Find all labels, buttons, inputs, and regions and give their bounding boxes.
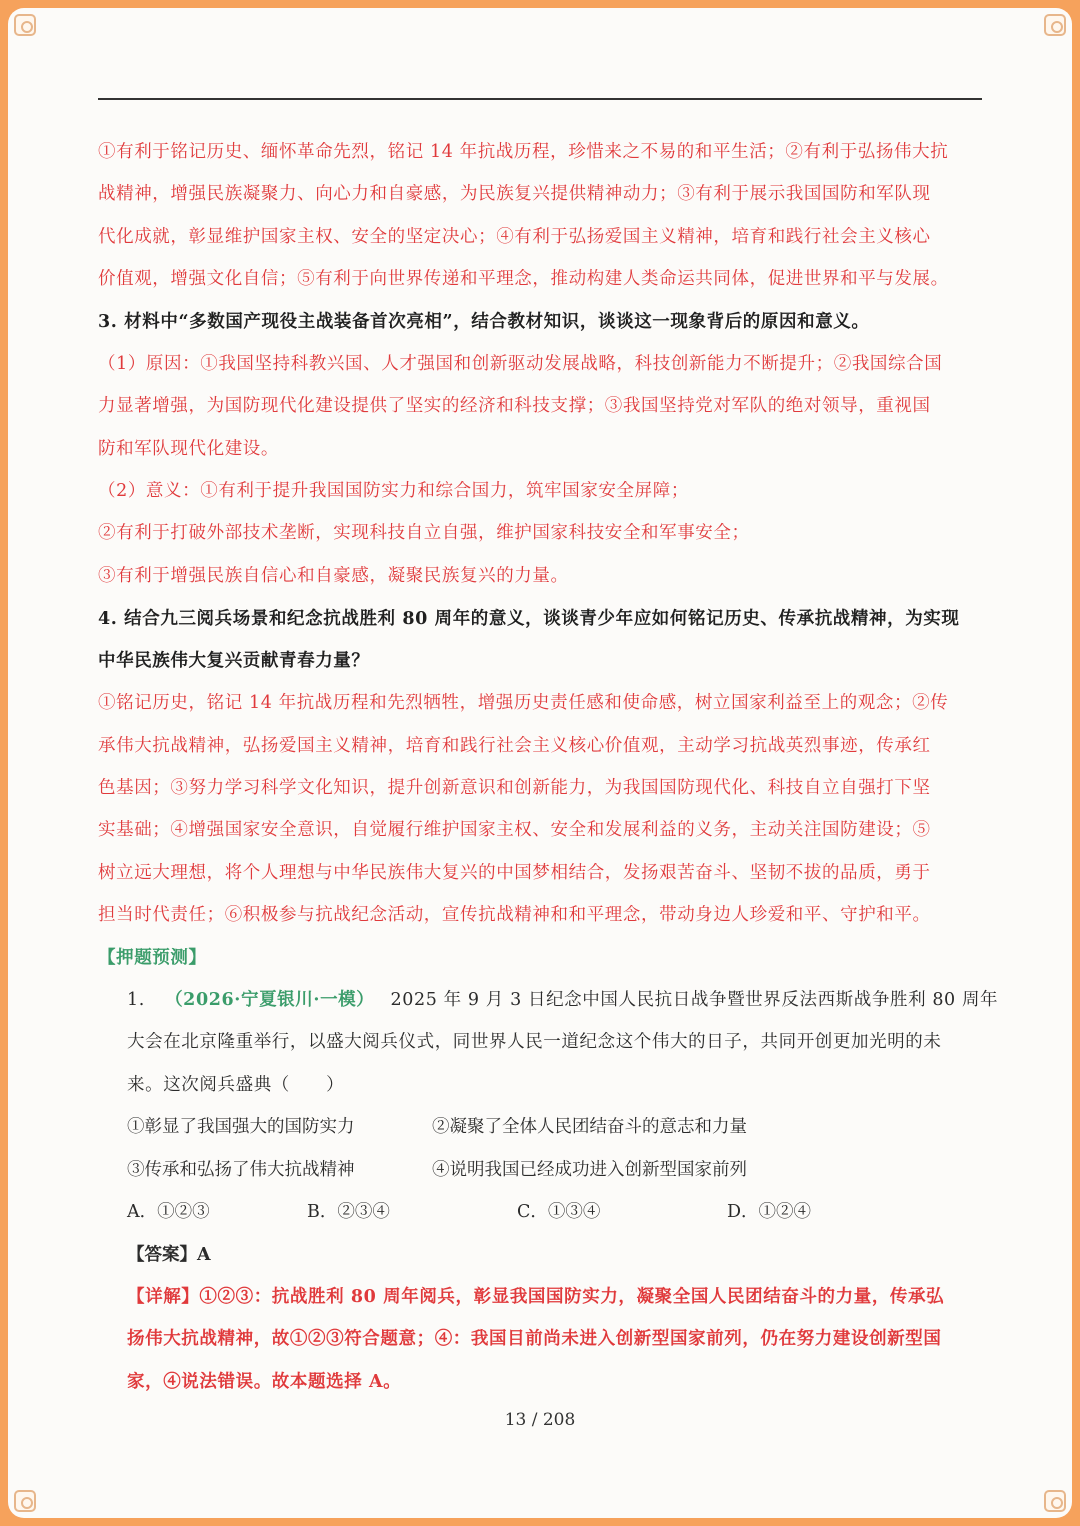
- question-4-line: 中华民族伟大复兴贡献青春力量？: [98, 651, 370, 671]
- answer-q4-line: 色基因；③努力学习科学文化知识，提升创新意识和创新能力，为我国国防现代化、科技自立自强打下坚: [98, 778, 931, 798]
- question-number: 1.: [127, 990, 145, 1010]
- statement-1: ①彰显了我国强大的国防实力: [127, 1117, 355, 1137]
- question-stem: 2025 年 9 月 3 日纪念中国人民抗日战争暨世界反法西斯战争胜利 80 周年: [390, 990, 999, 1010]
- explanation-line: 扬伟大抗战精神，故①②③符合题意；④：我国目前尚未进入创新型国家前列，仍在努力建设创新型国: [127, 1329, 942, 1349]
- answer-q3-line: （1）原因：①我国坚持科教兴国、人才强国和创新驱动发展战略，科技创新能力不断提升；②我国综合国: [98, 354, 943, 374]
- corner-ornament: [14, 14, 36, 36]
- question-source: （2026·宁夏银川·一模）: [165, 990, 375, 1010]
- answer-q4-line: ①铭记历史，铭记 14 年抗战历程和先烈牺牲，增强历史责任感和使命感，树立国家利益至上的观念；②传: [98, 693, 949, 713]
- corner-ornament: [14, 1490, 36, 1512]
- option-d: D．①②④: [727, 1202, 812, 1222]
- statement-4: ④说明我国已经成功进入创新型国家前列: [432, 1160, 747, 1180]
- answer-q4-line: 承伟大抗战精神，弘扬爱国主义精神，培育和践行社会主义核心价值观，主动学习抗战英烈事迹，传承红: [98, 736, 931, 756]
- option-a: A．①②③: [127, 1202, 210, 1222]
- answer-q2-line: 战精神，增强民族凝聚力、向心力和自豪感，为民族复兴提供精神动力；③有利于展示我国国防和军队现: [98, 184, 931, 204]
- answer-q4-line: 实基础；④增强国家安全意识，自觉履行维护国家主权、安全和发展利益的义务，主动关注国防建设；⑤: [98, 820, 931, 840]
- option-c: C．①③④: [517, 1202, 601, 1222]
- answer-q4-line: 树立远大理想，将个人理想与中华民族伟大复兴的中国梦相结合，发扬艰苦奋斗、坚韧不拔的品质，勇于: [98, 863, 931, 883]
- answer-q4-line: 担当时代责任；⑥积极参与抗战纪念活动，宣传抗战精神和和平理念，带动身边人珍爱和平、守护和平。: [98, 905, 931, 925]
- answer-q2-line: ①有利于铭记历史、缅怀革命先烈，铭记 14 年抗战历程，珍惜来之不易的和平生活；②有利于弘扬伟大抗: [98, 142, 949, 162]
- statement-3: ③传承和弘扬了伟大抗战精神: [127, 1160, 355, 1180]
- statement-2: ②凝聚了全体人民团结奋斗的意志和力量: [432, 1117, 747, 1137]
- answer-q3-line: 防和军队现代化建设。: [98, 439, 279, 459]
- mcq-stem-line: 来。这次阅兵盛典（ ）: [127, 1075, 345, 1095]
- mcq-stem-line: [127, 988, 1011, 1012]
- answer-q3-line: ③有利于增强民族自信心和自豪感，凝聚民族复兴的力量。: [98, 566, 569, 586]
- corner-ornament: [1044, 14, 1066, 36]
- option-b: B．②③④: [307, 1202, 390, 1222]
- prediction-heading: 【押题预测】: [98, 948, 207, 968]
- question-3: 3. 材料中“多数国产现役主战装备首次亮相”，结合教材知识，谈谈这一现象背后的原因和意义。: [98, 312, 870, 332]
- explanation-line: 家，④说法错误。故本题选择 A。: [127, 1372, 402, 1392]
- answer-q2-line: 代化成就，彰显维护国家主权、安全的坚定决心；④有利于弘扬爱国主义精神，培育和践行社会主义核心: [98, 227, 931, 247]
- corner-ornament: [1044, 1490, 1066, 1512]
- answer-label: 【答案】A: [127, 1245, 211, 1265]
- page-number: 13 / 208: [504, 1410, 576, 1430]
- answer-q3-line: 力显著增强，为国防现代化建设提供了坚实的经济和科技支撑；③我国坚持党对军队的绝对领导，重视国: [98, 396, 931, 416]
- question-4-line: 4. 结合九三阅兵场景和纪念抗战胜利 80 周年的意义，谈谈青少年应如何铭记历史、传承抗战精神，为实现: [98, 609, 960, 629]
- header-rule: [98, 98, 982, 100]
- explanation-line: 【详解】①②③：抗战胜利 80 周年阅兵，彰显我国国防实力，凝聚全国人民团结奋斗的力量，传承弘: [127, 1287, 945, 1307]
- answer-q3-line: （2）意义：①有利于提升我国国防实力和综合国力，筑牢国家安全屏障；: [98, 481, 689, 501]
- answer-q3-line: ②有利于打破外部技术垄断，实现科技自立自强，维护国家科技安全和军事安全；: [98, 523, 750, 543]
- mcq-stem-line: 大会在北京隆重举行，以盛大阅兵仪式，同世界人民一道纪念这个伟大的日子，共同开创更加光明的未: [127, 1032, 942, 1052]
- answer-q2-line: 价值观，增强文化自信；⑤有利于向世界传递和平理念，推动构建人类命运共同体，促进世界和平与发展。: [98, 269, 949, 289]
